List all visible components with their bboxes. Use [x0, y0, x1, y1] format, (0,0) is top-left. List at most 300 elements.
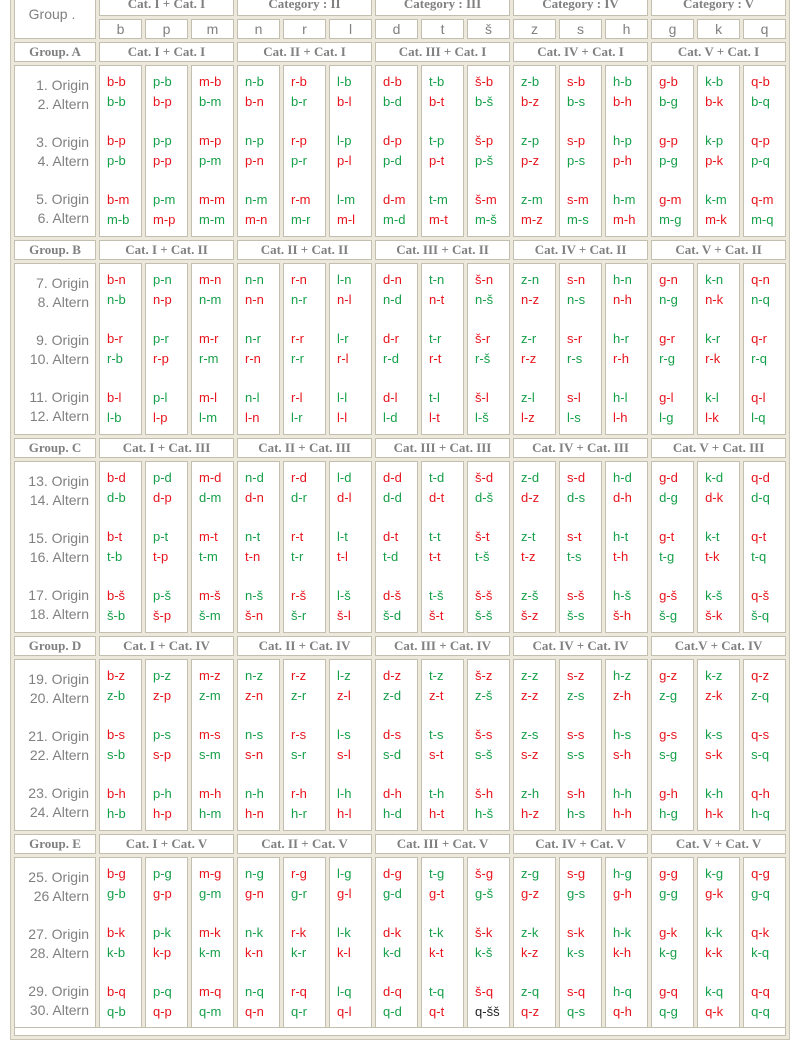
category-header: Category : IV	[513, 0, 648, 16]
altern-pair: s-m	[199, 747, 221, 762]
origin-pair: r-p	[291, 133, 307, 148]
origin-pair: l-b	[337, 74, 352, 89]
altern-pair: t-b	[107, 549, 123, 564]
origin-pair: q-s	[751, 727, 770, 742]
pair-gap	[429, 508, 463, 527]
pair-gap	[337, 904, 371, 923]
pair-gap	[429, 904, 463, 923]
altern-pair: t-z	[521, 549, 536, 564]
origin-pair: h-h	[613, 786, 632, 801]
pair-gap	[337, 310, 371, 329]
category-header: Category : V	[651, 0, 786, 16]
origin-pair: p-b	[153, 74, 172, 89]
origin-pair: b-s	[107, 727, 126, 742]
altern-pair: b-q	[751, 94, 770, 109]
pair-gap	[291, 369, 325, 388]
row-gap	[15, 114, 89, 133]
altern-pair: s-l	[337, 747, 351, 762]
altern-pair: p-s	[567, 153, 586, 168]
altern-pair: l-d	[383, 410, 398, 425]
origin-pair: m-r	[199, 331, 219, 346]
origin-pair: r-t	[291, 529, 304, 544]
pair-gap	[429, 112, 463, 131]
altern-pair: s-b	[107, 747, 126, 762]
pair-gap	[199, 310, 233, 329]
origin-pair: k-k	[705, 925, 723, 940]
pair-gap	[291, 112, 325, 131]
altern-pair: r-m	[199, 351, 219, 366]
pair-cell	[513, 659, 556, 831]
pair-gap	[153, 904, 187, 923]
pair-gap	[337, 963, 371, 982]
altern-pair: h-t	[429, 806, 445, 821]
altern-pair: g-h	[613, 886, 632, 901]
group-category-header: Cat. I + Cat. II	[99, 240, 234, 260]
origin-pair: n-d	[245, 470, 264, 485]
pair-gap	[567, 963, 601, 982]
altern-pair: m-r	[291, 212, 311, 227]
pair-gap	[475, 508, 509, 527]
origin-pair: z-t	[521, 529, 536, 544]
letter-header: p	[145, 19, 188, 39]
letter-header: q	[743, 19, 786, 39]
group-category-header: Cat. III + Cat. I	[375, 42, 510, 62]
altern-pair: n-l	[337, 292, 352, 307]
pair-gap	[659, 567, 693, 586]
altern-pair: b-s	[567, 94, 586, 109]
origin-pair: š-m	[475, 192, 497, 207]
pair-gap	[245, 706, 279, 725]
footer-strip	[14, 1027, 786, 1036]
origin-pair: m-t	[199, 529, 218, 544]
pair-gap	[429, 706, 463, 725]
pair-gap	[153, 706, 187, 725]
pair-gap	[521, 112, 555, 131]
altern-pair: r-p	[153, 351, 169, 366]
group-category-header: Cat. III + Cat. IV	[375, 636, 510, 656]
pair-gap	[153, 567, 187, 586]
group-category-header: Cat. IV + Cat. II	[513, 240, 648, 260]
origin-pair: h-m	[613, 192, 636, 207]
altern-pair: š-h	[613, 608, 632, 623]
altern-pair: k-r	[291, 945, 307, 960]
origin-pair: n-q	[245, 984, 264, 999]
pair-cell	[513, 263, 556, 435]
pair-cell	[375, 857, 418, 1029]
pair-gap	[291, 904, 325, 923]
pair-gap	[429, 310, 463, 329]
origin-pair: g-d	[659, 470, 678, 485]
origin-pair: p-z	[153, 668, 172, 683]
pair-cell	[743, 659, 786, 831]
group-category-header: Cat. II + Cat. III	[237, 438, 372, 458]
row-label: 14. Altern	[29, 492, 89, 508]
origin-pair: b-z	[107, 668, 126, 683]
origin-pair: l-h	[337, 786, 352, 801]
altern-pair: b-š	[475, 94, 494, 109]
altern-pair: t-s	[567, 549, 582, 564]
group-category-header: Cat. IV + Cat. V	[513, 834, 648, 854]
pair-gap	[107, 310, 141, 329]
pair-cell	[743, 461, 786, 633]
origin-pair: g-s	[659, 727, 678, 742]
letter-header: d	[375, 19, 418, 39]
altern-pair: l-s	[567, 410, 581, 425]
pair-gap	[337, 369, 371, 388]
pair-gap	[475, 904, 509, 923]
origin-pair: b-p	[107, 133, 126, 148]
altern-pair: g-r	[291, 886, 307, 901]
origin-pair: s-k	[567, 925, 585, 940]
origin-pair: s-d	[567, 470, 586, 485]
row-label: 30. Altern	[29, 1002, 89, 1018]
pair-gap	[613, 706, 647, 725]
row-label: 12. Altern	[29, 408, 89, 424]
altern-pair: b-n	[245, 94, 264, 109]
altern-pair: t-d	[383, 549, 399, 564]
row-label: 23. Origin	[28, 785, 89, 801]
group-category-header: Cat. II + Cat. I	[237, 42, 372, 62]
pair-cell	[329, 659, 372, 831]
origin-pair: p-q	[153, 984, 172, 999]
origin-pair: z-š	[521, 588, 539, 603]
altern-pair: n-q	[751, 292, 770, 307]
pair-gap	[751, 112, 785, 131]
origin-pair: b-r	[107, 331, 123, 346]
pair-gap	[245, 904, 279, 923]
row-label: 19. Origin	[28, 671, 89, 687]
altern-pair: h-h	[613, 806, 632, 821]
origin-pair: l-d	[337, 470, 352, 485]
row-label: 16. Altern	[29, 549, 89, 565]
row-label: 15. Origin	[28, 530, 89, 546]
pair-gap	[567, 706, 601, 725]
origin-pair: n-z	[245, 668, 264, 683]
pair-cell	[467, 461, 510, 633]
origin-pair: z-l	[521, 390, 535, 405]
altern-pair: s-k	[705, 747, 723, 762]
letter-header: n	[237, 19, 280, 39]
altern-pair: z-r	[291, 688, 307, 703]
pair-gap	[475, 567, 509, 586]
pair-gap	[107, 508, 141, 527]
pair-cell	[651, 659, 694, 831]
origin-pair: z-z	[521, 668, 539, 683]
pair-cell	[191, 65, 234, 237]
altern-pair: g-q	[751, 886, 770, 901]
origin-pair: r-k	[291, 925, 307, 940]
origin-pair: š-k	[475, 925, 493, 940]
altern-pair: p-q	[751, 153, 770, 168]
pair-gap	[705, 963, 739, 982]
row-gap	[15, 171, 89, 190]
origin-pair: p-š	[153, 588, 172, 603]
origin-pair: m-k	[199, 925, 221, 940]
origin-pair: k-š	[705, 588, 723, 603]
origin-pair: b-t	[107, 529, 123, 544]
origin-pair: z-k	[521, 925, 539, 940]
pair-cell	[467, 65, 510, 237]
pair-cell	[605, 461, 648, 633]
altern-pair: k-s	[567, 945, 585, 960]
origin-pair: h-l	[613, 390, 628, 405]
pair-gap	[199, 369, 233, 388]
altern-pair: r-t	[429, 351, 442, 366]
letter-header: h	[605, 19, 648, 39]
altern-pair: r-h	[613, 351, 629, 366]
altern-pair: l-k	[705, 410, 719, 425]
origin-pair: k-n	[705, 272, 724, 287]
altern-pair: d-p	[153, 490, 172, 505]
pair-gap	[475, 369, 509, 388]
altern-pair: h-g	[659, 806, 678, 821]
altern-pair: k-g	[659, 945, 678, 960]
altern-pair: q-h	[613, 1004, 632, 1019]
pair-cell	[559, 659, 602, 831]
altern-pair: l-š	[475, 410, 489, 425]
letter-header: m	[191, 19, 234, 39]
pair-cell	[237, 659, 280, 831]
pair-cell	[467, 659, 510, 831]
origin-pair: h-k	[613, 925, 632, 940]
origin-pair: t-z	[429, 668, 444, 683]
altern-pair: š-l	[337, 608, 351, 623]
origin-pair: z-g	[521, 866, 540, 881]
altern-pair: p-d	[383, 153, 402, 168]
pair-gap	[153, 963, 187, 982]
altern-pair: b-h	[613, 94, 632, 109]
origin-pair: m-p	[199, 133, 222, 148]
altern-pair: l-h	[613, 410, 628, 425]
origin-pair: l-s	[337, 727, 351, 742]
group-category-header: Cat. I + Cat. III	[99, 438, 234, 458]
origin-pair: q-d	[751, 470, 770, 485]
origin-pair: š-g	[475, 866, 494, 881]
row-label: 26 Altern	[33, 888, 89, 904]
origin-pair: š-q	[475, 984, 494, 999]
pair-gap	[613, 112, 647, 131]
origin-pair: k-p	[705, 133, 724, 148]
origin-pair: d-š	[383, 588, 402, 603]
altern-pair: n-m	[199, 292, 222, 307]
pair-gap	[705, 112, 739, 131]
altern-pair: t-g	[659, 549, 675, 564]
altern-pair: m-s	[567, 212, 589, 227]
altern-pair: m-g	[659, 212, 682, 227]
altern-pair: p-z	[521, 153, 540, 168]
pair-gap	[613, 904, 647, 923]
origin-pair: r-m	[291, 192, 311, 207]
altern-pair: h-r	[291, 806, 307, 821]
altern-pair: p-t	[429, 153, 445, 168]
pair-gap	[567, 765, 601, 784]
altern-pair: k-l	[337, 945, 351, 960]
origin-pair: q-q	[751, 984, 770, 999]
pair-gap	[613, 508, 647, 527]
altern-pair: n-d	[383, 292, 402, 307]
pair-gap	[751, 567, 785, 586]
pair-gap	[751, 904, 785, 923]
pair-gap	[751, 706, 785, 725]
origin-pair: g-q	[659, 984, 678, 999]
altern-pair: m-l	[337, 212, 356, 227]
origin-pair: b-n	[107, 272, 126, 287]
origin-pair: š-d	[475, 470, 494, 485]
altern-pair: s-r	[291, 747, 307, 762]
pair-gap	[291, 765, 325, 784]
altern-pair: g-z	[521, 886, 540, 901]
pair-cell	[697, 65, 740, 237]
altern-pair: p-n	[245, 153, 264, 168]
pair-gap	[107, 904, 141, 923]
row-gap	[15, 312, 89, 331]
altern-pair: l-n	[245, 410, 260, 425]
consonant-pair-table	[11, 0, 789, 1032]
origin-pair: š-l	[475, 390, 489, 405]
altern-pair: l-b	[107, 410, 122, 425]
pair-cell	[605, 857, 648, 1029]
origin-pair: t-b	[429, 74, 445, 89]
row-label: 17. Origin	[28, 587, 89, 603]
origin-pair: m-l	[199, 390, 218, 405]
origin-pair: s-š	[567, 588, 585, 603]
pair-gap	[199, 171, 233, 190]
pair-gap	[337, 171, 371, 190]
altern-pair: q-p	[153, 1004, 172, 1019]
pair-gap	[521, 171, 555, 190]
pair-gap	[751, 963, 785, 982]
altern-pair: š-z	[521, 608, 539, 623]
pair-gap	[705, 706, 739, 725]
origin-pair: q-r	[751, 331, 767, 346]
pair-gap	[567, 508, 601, 527]
origin-pair: s-m	[567, 192, 589, 207]
altern-pair: s-q	[751, 747, 770, 762]
origin-pair: n-t	[245, 529, 261, 544]
altern-pair: b-g	[659, 94, 678, 109]
pair-gap	[337, 765, 371, 784]
altern-pair: r-d	[383, 351, 399, 366]
pair-cell	[651, 65, 694, 237]
pair-gap	[751, 765, 785, 784]
origin-pair: q-n	[751, 272, 770, 287]
pair-gap	[383, 310, 417, 329]
altern-pair: m-t	[429, 212, 448, 227]
group-label: Group. B	[14, 240, 96, 260]
altern-pair: m-n	[245, 212, 268, 227]
origin-pair: q-h	[751, 786, 770, 801]
pair-cell	[145, 263, 188, 435]
altern-pair: m-m	[199, 212, 225, 227]
altern-pair: q-n	[245, 1004, 264, 1019]
pair-cell	[421, 857, 464, 1029]
altern-pair: n-t	[429, 292, 445, 307]
origin-pair: z-b	[521, 74, 540, 89]
origin-pair: b-d	[107, 470, 126, 485]
origin-pair: d-r	[383, 331, 399, 346]
altern-pair: t-p	[153, 549, 169, 564]
row-gap	[15, 510, 89, 529]
altern-pair: s-š	[475, 747, 493, 762]
row-gap	[15, 906, 89, 925]
letter-header: g	[651, 19, 694, 39]
pair-cell	[99, 461, 142, 633]
origin-pair: k-l	[705, 390, 719, 405]
altern-pair: š-r	[291, 608, 307, 623]
pair-gap	[245, 567, 279, 586]
altern-pair: š-b	[107, 608, 126, 623]
origin-pair: z-s	[521, 727, 539, 742]
origin-pair: k-r	[705, 331, 721, 346]
pair-cell	[99, 659, 142, 831]
pair-cell	[421, 65, 464, 237]
origin-pair: b-k	[107, 925, 126, 940]
altern-pair: h-q	[751, 806, 770, 821]
origin-pair: n-p	[245, 133, 264, 148]
pair-cell	[559, 65, 602, 237]
altern-pair: n-z	[521, 292, 540, 307]
altern-pair: q-šš	[475, 1004, 500, 1019]
pair-gap	[659, 112, 693, 131]
altern-pair: h-l	[337, 806, 352, 821]
pair-cell	[743, 65, 786, 237]
altern-pair: š-k	[705, 608, 723, 623]
origin-pair: d-z	[383, 668, 402, 683]
origin-pair: m-s	[199, 727, 221, 742]
origin-pair: h-b	[613, 74, 632, 89]
origin-pair: l-t	[337, 529, 348, 544]
pair-gap	[521, 963, 555, 982]
pair-gap	[475, 706, 509, 725]
origin-pair: p-n	[153, 272, 172, 287]
altern-pair: r-g	[659, 351, 675, 366]
altern-pair: b-t	[429, 94, 445, 109]
altern-pair: q-t	[429, 1004, 445, 1019]
altern-pair: n-s	[567, 292, 586, 307]
origin-pair: d-t	[383, 529, 399, 544]
pair-cell	[99, 65, 142, 237]
pair-cell	[467, 857, 510, 1029]
pair-gap	[291, 963, 325, 982]
pair-gap	[521, 904, 555, 923]
altern-pair: n-p	[153, 292, 172, 307]
pair-gap	[199, 508, 233, 527]
altern-pair: d-h	[613, 490, 632, 505]
origin-pair: g-r	[659, 331, 675, 346]
altern-pair: h-m	[199, 806, 222, 821]
row-labels	[14, 659, 96, 831]
pair-cell	[191, 461, 234, 633]
origin-pair: b-š	[107, 588, 126, 603]
pair-gap	[751, 310, 785, 329]
altern-pair: g-l	[337, 886, 352, 901]
altern-pair: d-t	[429, 490, 445, 505]
origin-pair: b-q	[107, 984, 126, 999]
pair-gap	[659, 963, 693, 982]
origin-pair: q-z	[751, 668, 770, 683]
altern-pair: z-t	[429, 688, 444, 703]
origin-pair: l-š	[337, 588, 351, 603]
origin-pair: h-p	[613, 133, 632, 148]
altern-pair: s-n	[245, 747, 264, 762]
pair-gap	[199, 765, 233, 784]
altern-pair: q-q	[751, 1004, 770, 1019]
altern-pair: p-r	[291, 153, 307, 168]
origin-pair: k-s	[705, 727, 723, 742]
altern-pair: š-g	[659, 608, 678, 623]
altern-pair: b-m	[199, 94, 222, 109]
pair-gap	[705, 508, 739, 527]
